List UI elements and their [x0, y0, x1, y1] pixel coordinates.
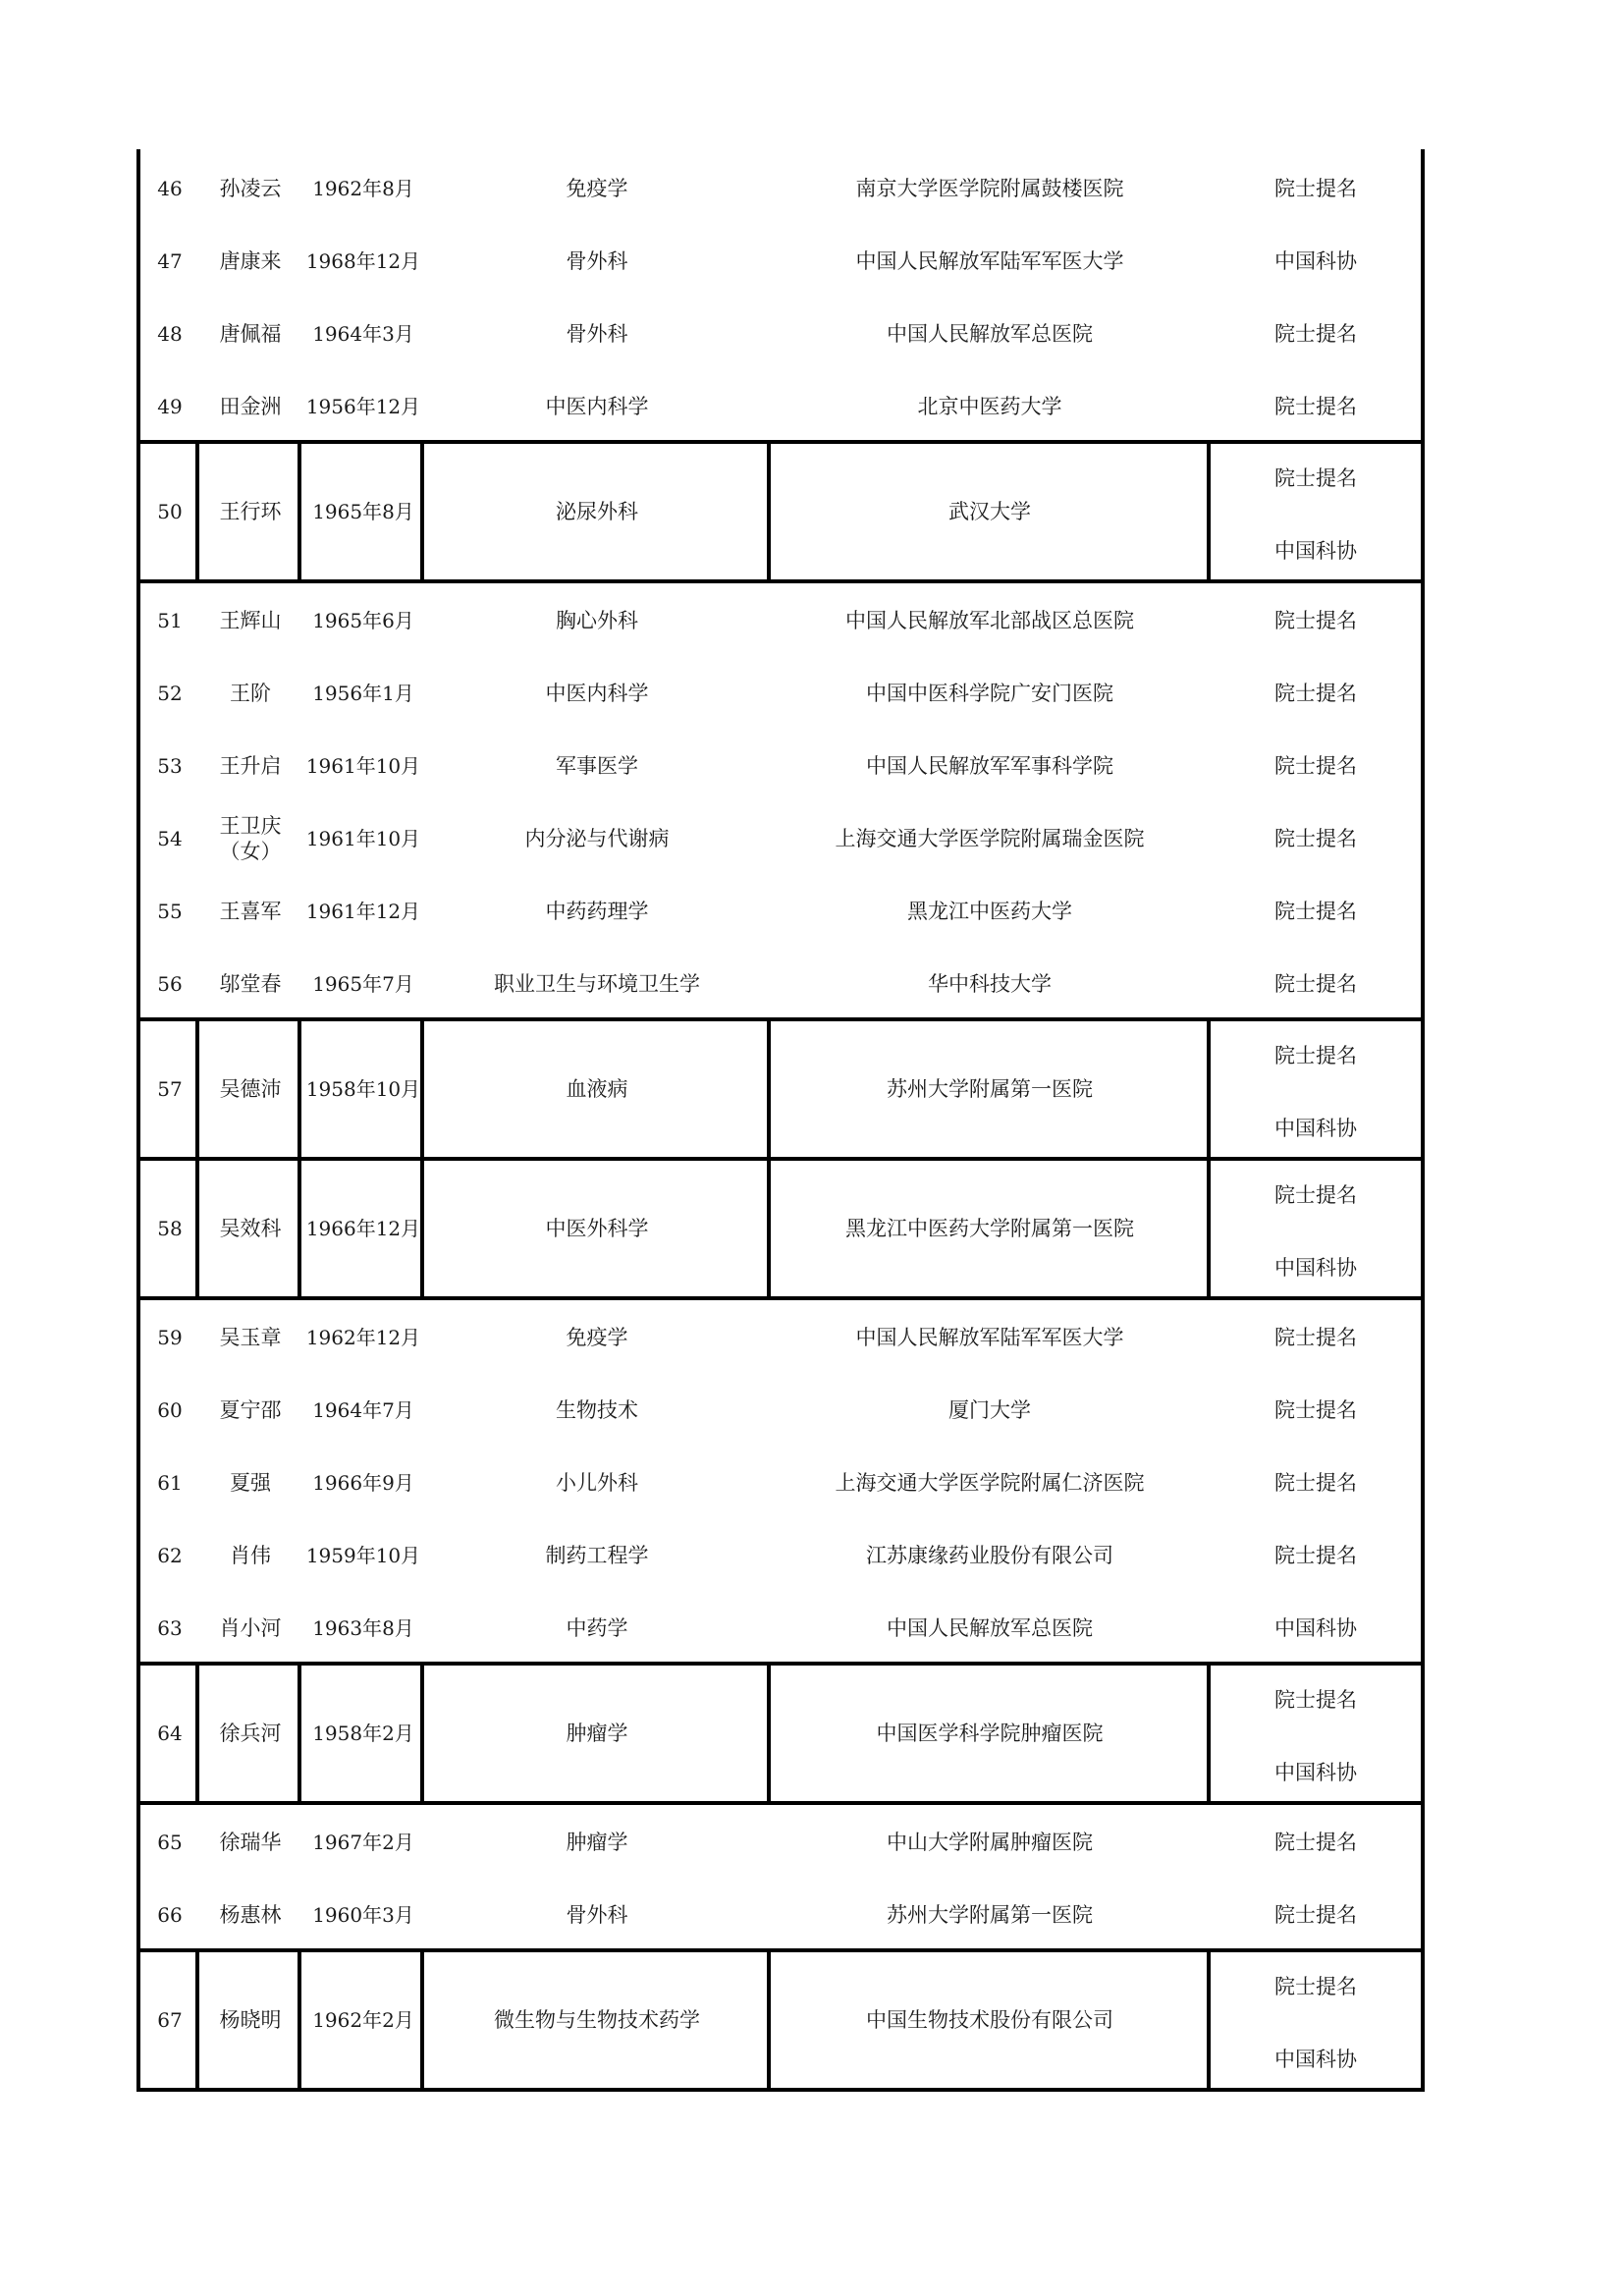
- candidate-name: 吴玉章: [219, 1326, 282, 1349]
- specialty-field: 骨外科: [566, 322, 628, 346]
- group-border-top: [136, 1662, 1425, 1666]
- specialty-field: 中医内科学: [545, 395, 649, 418]
- row-number: 46: [157, 177, 183, 200]
- specialty-field: 免疫学: [566, 177, 628, 200]
- nomination-channel: 院士提名: [1274, 466, 1357, 490]
- candidate-name: 夏强: [230, 1471, 271, 1495]
- work-unit: 江苏康缘药业股份有限公司: [866, 1544, 1113, 1567]
- row-number: 59: [157, 1326, 183, 1349]
- nomination-channel: 院士提名: [1274, 754, 1357, 778]
- nomination-channel: 院士提名: [1274, 609, 1357, 632]
- nomination-channel: 中国科协: [1274, 249, 1357, 273]
- birth-date: 1965年7月: [312, 972, 414, 996]
- specialty-field: 生物技术: [556, 1398, 638, 1422]
- row-number: 66: [157, 1903, 183, 1927]
- candidate-name: 杨晓明: [219, 2008, 282, 2032]
- row-number: 65: [157, 1831, 183, 1854]
- nomination-channel: 院士提名: [1274, 1975, 1357, 1998]
- row-number: 62: [157, 1544, 183, 1567]
- specialty-field: 军事医学: [556, 754, 638, 778]
- work-unit: 中国人民解放军陆军军医大学: [855, 1326, 1124, 1349]
- birth-date: 1959年10月: [305, 1544, 421, 1567]
- nomination-channel: 院士提名: [1274, 900, 1357, 923]
- birth-date: 1965年8月: [312, 500, 414, 523]
- work-unit: 黑龙江中医药大学附属第一医院: [845, 1217, 1134, 1240]
- row-number: 56: [157, 972, 183, 996]
- group-border-top: [136, 1948, 1425, 1952]
- candidate-gender-note: （女）: [219, 840, 282, 863]
- nomination-channel: 院士提名: [1274, 322, 1357, 346]
- work-unit: 中国人民解放军北部战区总医院: [845, 609, 1134, 632]
- row-number: 61: [157, 1471, 183, 1495]
- specialty-field: 内分泌与代谢病: [524, 827, 670, 850]
- candidate-name: 夏宁邵: [219, 1398, 282, 1422]
- candidate-name: 田金洲: [219, 395, 282, 418]
- candidate-name: 王辉山: [219, 609, 282, 632]
- candidate-name: 吴效科: [219, 1217, 282, 1240]
- birth-date: 1961年10月: [305, 827, 421, 850]
- candidate-name: 王喜军: [219, 900, 282, 923]
- row-number: 48: [157, 322, 183, 346]
- work-unit: 中山大学附属肿瘤医院: [887, 1831, 1093, 1854]
- birth-date: 1958年2月: [312, 1722, 414, 1745]
- candidate-name: 吴德沛: [219, 1077, 282, 1101]
- birth-date: 1963年8月: [312, 1616, 414, 1640]
- table-left-border: [136, 149, 140, 2090]
- candidate-name: 王行环: [219, 500, 282, 523]
- candidate-name: 王阶: [230, 682, 271, 705]
- work-unit: 黑龙江中医药大学: [907, 900, 1072, 923]
- nomination-channel: 院士提名: [1274, 1398, 1357, 1422]
- group-border-top: [136, 440, 1425, 444]
- work-unit: 中国生物技术股份有限公司: [866, 2008, 1113, 2032]
- birth-date: 1961年12月: [305, 900, 421, 923]
- specialty-field: 中医内科学: [545, 682, 649, 705]
- nomination-channel: 院士提名: [1274, 1326, 1357, 1349]
- table-right-border: [1421, 149, 1425, 2090]
- work-unit: 中国人民解放军总医院: [887, 322, 1093, 346]
- row-number: 57: [157, 1077, 183, 1101]
- specialty-field: 中医外科学: [545, 1217, 649, 1240]
- group-border-bottom: [136, 579, 1425, 583]
- row-number: 55: [157, 900, 183, 923]
- row-number: 47: [157, 249, 183, 273]
- nomination-channel: 院士提名: [1274, 177, 1357, 200]
- nomination-channel: 院士提名: [1274, 682, 1357, 705]
- specialty-field: 肿瘤学: [566, 1722, 628, 1745]
- specialty-field: 小儿外科: [556, 1471, 638, 1495]
- birth-date: 1965年6月: [312, 609, 414, 632]
- birth-date: 1956年12月: [305, 395, 421, 418]
- candidate-name: 杨惠林: [219, 1903, 282, 1927]
- nomination-channel: 院士提名: [1274, 1831, 1357, 1854]
- work-unit: 武汉大学: [948, 500, 1031, 523]
- group-border-bottom: [136, 1801, 1425, 1805]
- nomination-channel: 中国科协: [1274, 1117, 1357, 1140]
- work-unit: 上海交通大学医学院附属仁济医院: [835, 1471, 1145, 1495]
- row-number: 58: [157, 1217, 183, 1240]
- group-border-top: [136, 1017, 1425, 1021]
- candidate-name: 孙凌云: [219, 177, 282, 200]
- birth-date: 1967年2月: [312, 1831, 414, 1854]
- birth-date: 1964年7月: [312, 1398, 414, 1422]
- nomination-channel: 中国科协: [1274, 1256, 1357, 1280]
- work-unit: 中国人民解放军军事科学院: [866, 754, 1113, 778]
- nomination-channel: 院士提名: [1274, 1688, 1357, 1712]
- birth-date: 1960年3月: [312, 1903, 414, 1927]
- work-unit: 上海交通大学医学院附属瑞金医院: [835, 827, 1145, 850]
- birth-date: 1961年10月: [305, 754, 421, 778]
- row-number: 49: [157, 395, 183, 418]
- group-border-top: [136, 1157, 1425, 1161]
- candidate-name: 徐兵河: [219, 1722, 282, 1745]
- work-unit: 华中科技大学: [928, 972, 1052, 996]
- work-unit: 中国人民解放军总医院: [887, 1616, 1093, 1640]
- birth-date: 1962年2月: [312, 2008, 414, 2032]
- birth-date: 1964年3月: [312, 322, 414, 346]
- specialty-field: 微生物与生物技术药学: [494, 2008, 700, 2032]
- birth-date: 1968年12月: [305, 249, 421, 273]
- specialty-field: 肿瘤学: [566, 1831, 628, 1854]
- row-number: 51: [157, 609, 183, 632]
- candidate-name: 徐瑞华: [219, 1831, 282, 1854]
- work-unit: 厦门大学: [948, 1398, 1031, 1422]
- specialty-field: 胸心外科: [556, 609, 638, 632]
- nomination-channel: 院士提名: [1274, 1544, 1357, 1567]
- work-unit: 苏州大学附属第一医院: [887, 1903, 1093, 1927]
- specialty-field: 中药药理学: [545, 900, 649, 923]
- row-number: 64: [157, 1722, 183, 1745]
- candidate-name: 唐康来: [219, 249, 282, 273]
- row-number: 67: [157, 2008, 183, 2032]
- specialty-field: 中药学: [566, 1616, 628, 1640]
- work-unit: 南京大学医学院附属鼓楼医院: [855, 177, 1124, 200]
- candidate-name: 肖小河: [219, 1616, 282, 1640]
- specialty-field: 制药工程学: [545, 1544, 649, 1567]
- nomination-channel: 院士提名: [1274, 1903, 1357, 1927]
- work-unit: 中国中医科学院广安门医院: [866, 682, 1113, 705]
- work-unit: 苏州大学附属第一医院: [887, 1077, 1093, 1101]
- work-unit: 中国人民解放军陆军军医大学: [855, 249, 1124, 273]
- work-unit: 北京中医药大学: [917, 395, 1062, 418]
- row-number: 54: [157, 827, 183, 850]
- nomination-channel: 院士提名: [1274, 972, 1357, 996]
- candidate-name-line: 王卫庆: [219, 814, 282, 838]
- birth-date: 1966年9月: [312, 1471, 414, 1495]
- candidate-name: [196, 811, 304, 866]
- nomination-channel: 院士提名: [1274, 827, 1357, 850]
- specialty-field: 血液病: [566, 1077, 628, 1101]
- candidate-name: 王升启: [219, 754, 282, 778]
- row-number: 53: [157, 754, 183, 778]
- row-number: 60: [157, 1398, 183, 1422]
- nomination-channel: 院士提名: [1274, 395, 1357, 418]
- birth-date: 1956年1月: [312, 682, 414, 705]
- nomination-channel: 院士提名: [1274, 1183, 1357, 1207]
- nomination-channel: 院士提名: [1274, 1471, 1357, 1495]
- birth-date: 1962年8月: [312, 177, 414, 200]
- row-number: 50: [157, 500, 183, 523]
- group-border-bottom: [136, 2088, 1425, 2092]
- specialty-field: 泌尿外科: [556, 500, 638, 523]
- nomination-channel: 中国科协: [1274, 2048, 1357, 2071]
- group-border-bottom: [136, 1296, 1425, 1300]
- candidate-name: 唐佩福: [219, 322, 282, 346]
- birth-date: 1958年10月: [305, 1077, 421, 1101]
- nomination-channel: 中国科协: [1274, 539, 1357, 563]
- specialty-field: 骨外科: [566, 249, 628, 273]
- birth-date: 1966年12月: [305, 1217, 421, 1240]
- birth-date: 1962年12月: [305, 1326, 421, 1349]
- candidate-name: 邬堂春: [219, 972, 282, 996]
- nomination-channel: 院士提名: [1274, 1044, 1357, 1067]
- nomination-channel: 中国科协: [1274, 1761, 1357, 1784]
- specialty-field: 免疫学: [566, 1326, 628, 1349]
- work-unit: 中国医学科学院肿瘤医院: [876, 1722, 1104, 1745]
- specialty-field: 职业卫生与环境卫生学: [494, 972, 700, 996]
- specialty-field: 骨外科: [566, 1903, 628, 1927]
- nomination-channel: 中国科协: [1274, 1616, 1357, 1640]
- row-number: 52: [157, 682, 183, 705]
- candidate-name: 肖伟: [230, 1544, 271, 1567]
- row-number: 63: [157, 1616, 183, 1640]
